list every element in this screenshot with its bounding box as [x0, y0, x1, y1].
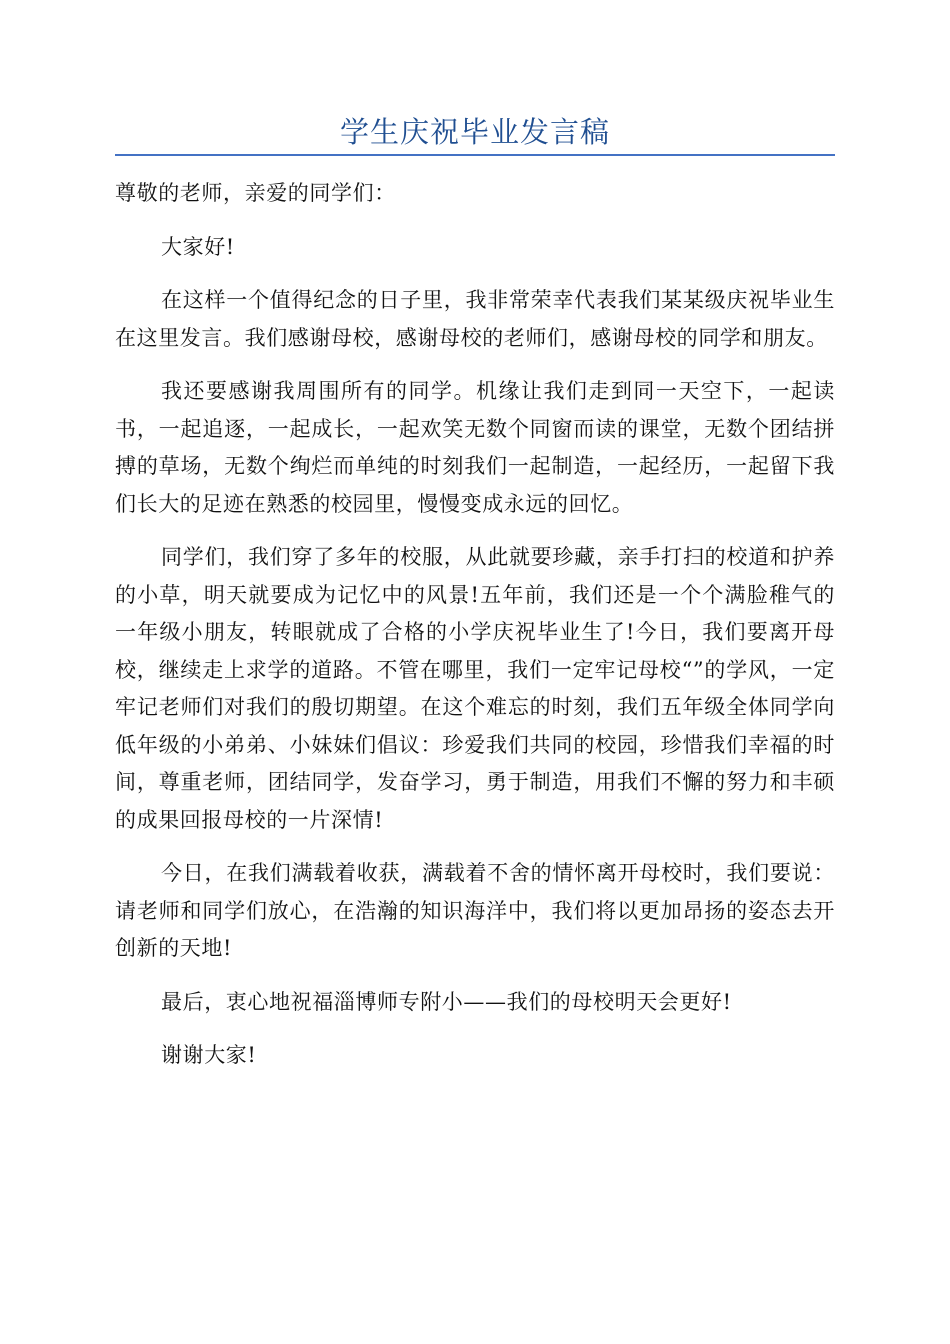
paragraph-blessing: 最后，衷心地祝福淄博师专附小——我们的母校明天会更好! [161, 989, 732, 1014]
paragraph-memories: 同学们，我们穿了多年的校服，从此就要珍藏，亲手打扫的校道和护养的小草，明天就要成为记忆中的风景!五年前，我们还是一个个满脸稚气的一年级小朋友，转眼就成了合格的小学庆祝毕业生了!今日，我们要离开母校，继续走上求学的道路。不管在哪里，我们一定牢记母校“”的学风，一定牢记老师们对我们的殷切期望。在这个难忘的时刻，我们五年级全体同学向低年级的小弟弟、小妹妹们倡议：珍爱我们共同的校园，珍惜我们幸福的时间，尊重老师，团结同学，发奋学习，勇于制造，用我们不懈的努力和丰硕的成果回报母校的一片深情! [115, 545, 835, 832]
document-title: 学生庆祝毕业发言稿 [339, 115, 610, 149]
title-underline [115, 154, 835, 156]
document-body [115, 175, 835, 1091]
salutation: 尊敬的老师，亲爱的同学们： [115, 181, 396, 205]
paragraph-farewell: 今日，在我们满载着收获，满载着不舍的情怀离开母校时，我们要说：请老师和同学们放心，在浩瀚的知识海洋中，我们将以更加昂扬的姿态去开创新的天地! [115, 861, 835, 960]
paragraph-greeting: 大家好! [161, 234, 235, 259]
paragraph-thanks-school: 在这样一个值得纪念的日子里，我非常荣幸代表我们某某级庆祝毕业生在这里发言。我们感谢母校，感谢母校的老师们，感谢母校的同学和朋友。 [115, 288, 835, 350]
paragraph-closing: 谢谢大家! [161, 1043, 257, 1067]
paragraph-thanks-classmates: 我还要感谢我周围所有的同学。机缘让我们走到同一天空下，一起读书，一起追逐，一起成长，一起欢笑无数个同窗而读的课堂，无数个团结拼搏的草场，无数个绚烂而单纯的时刻我们一起制造，一起经历，一起留下我们长大的足迹在熟悉的校园里，慢慢变成永远的回忆。 [115, 379, 835, 516]
